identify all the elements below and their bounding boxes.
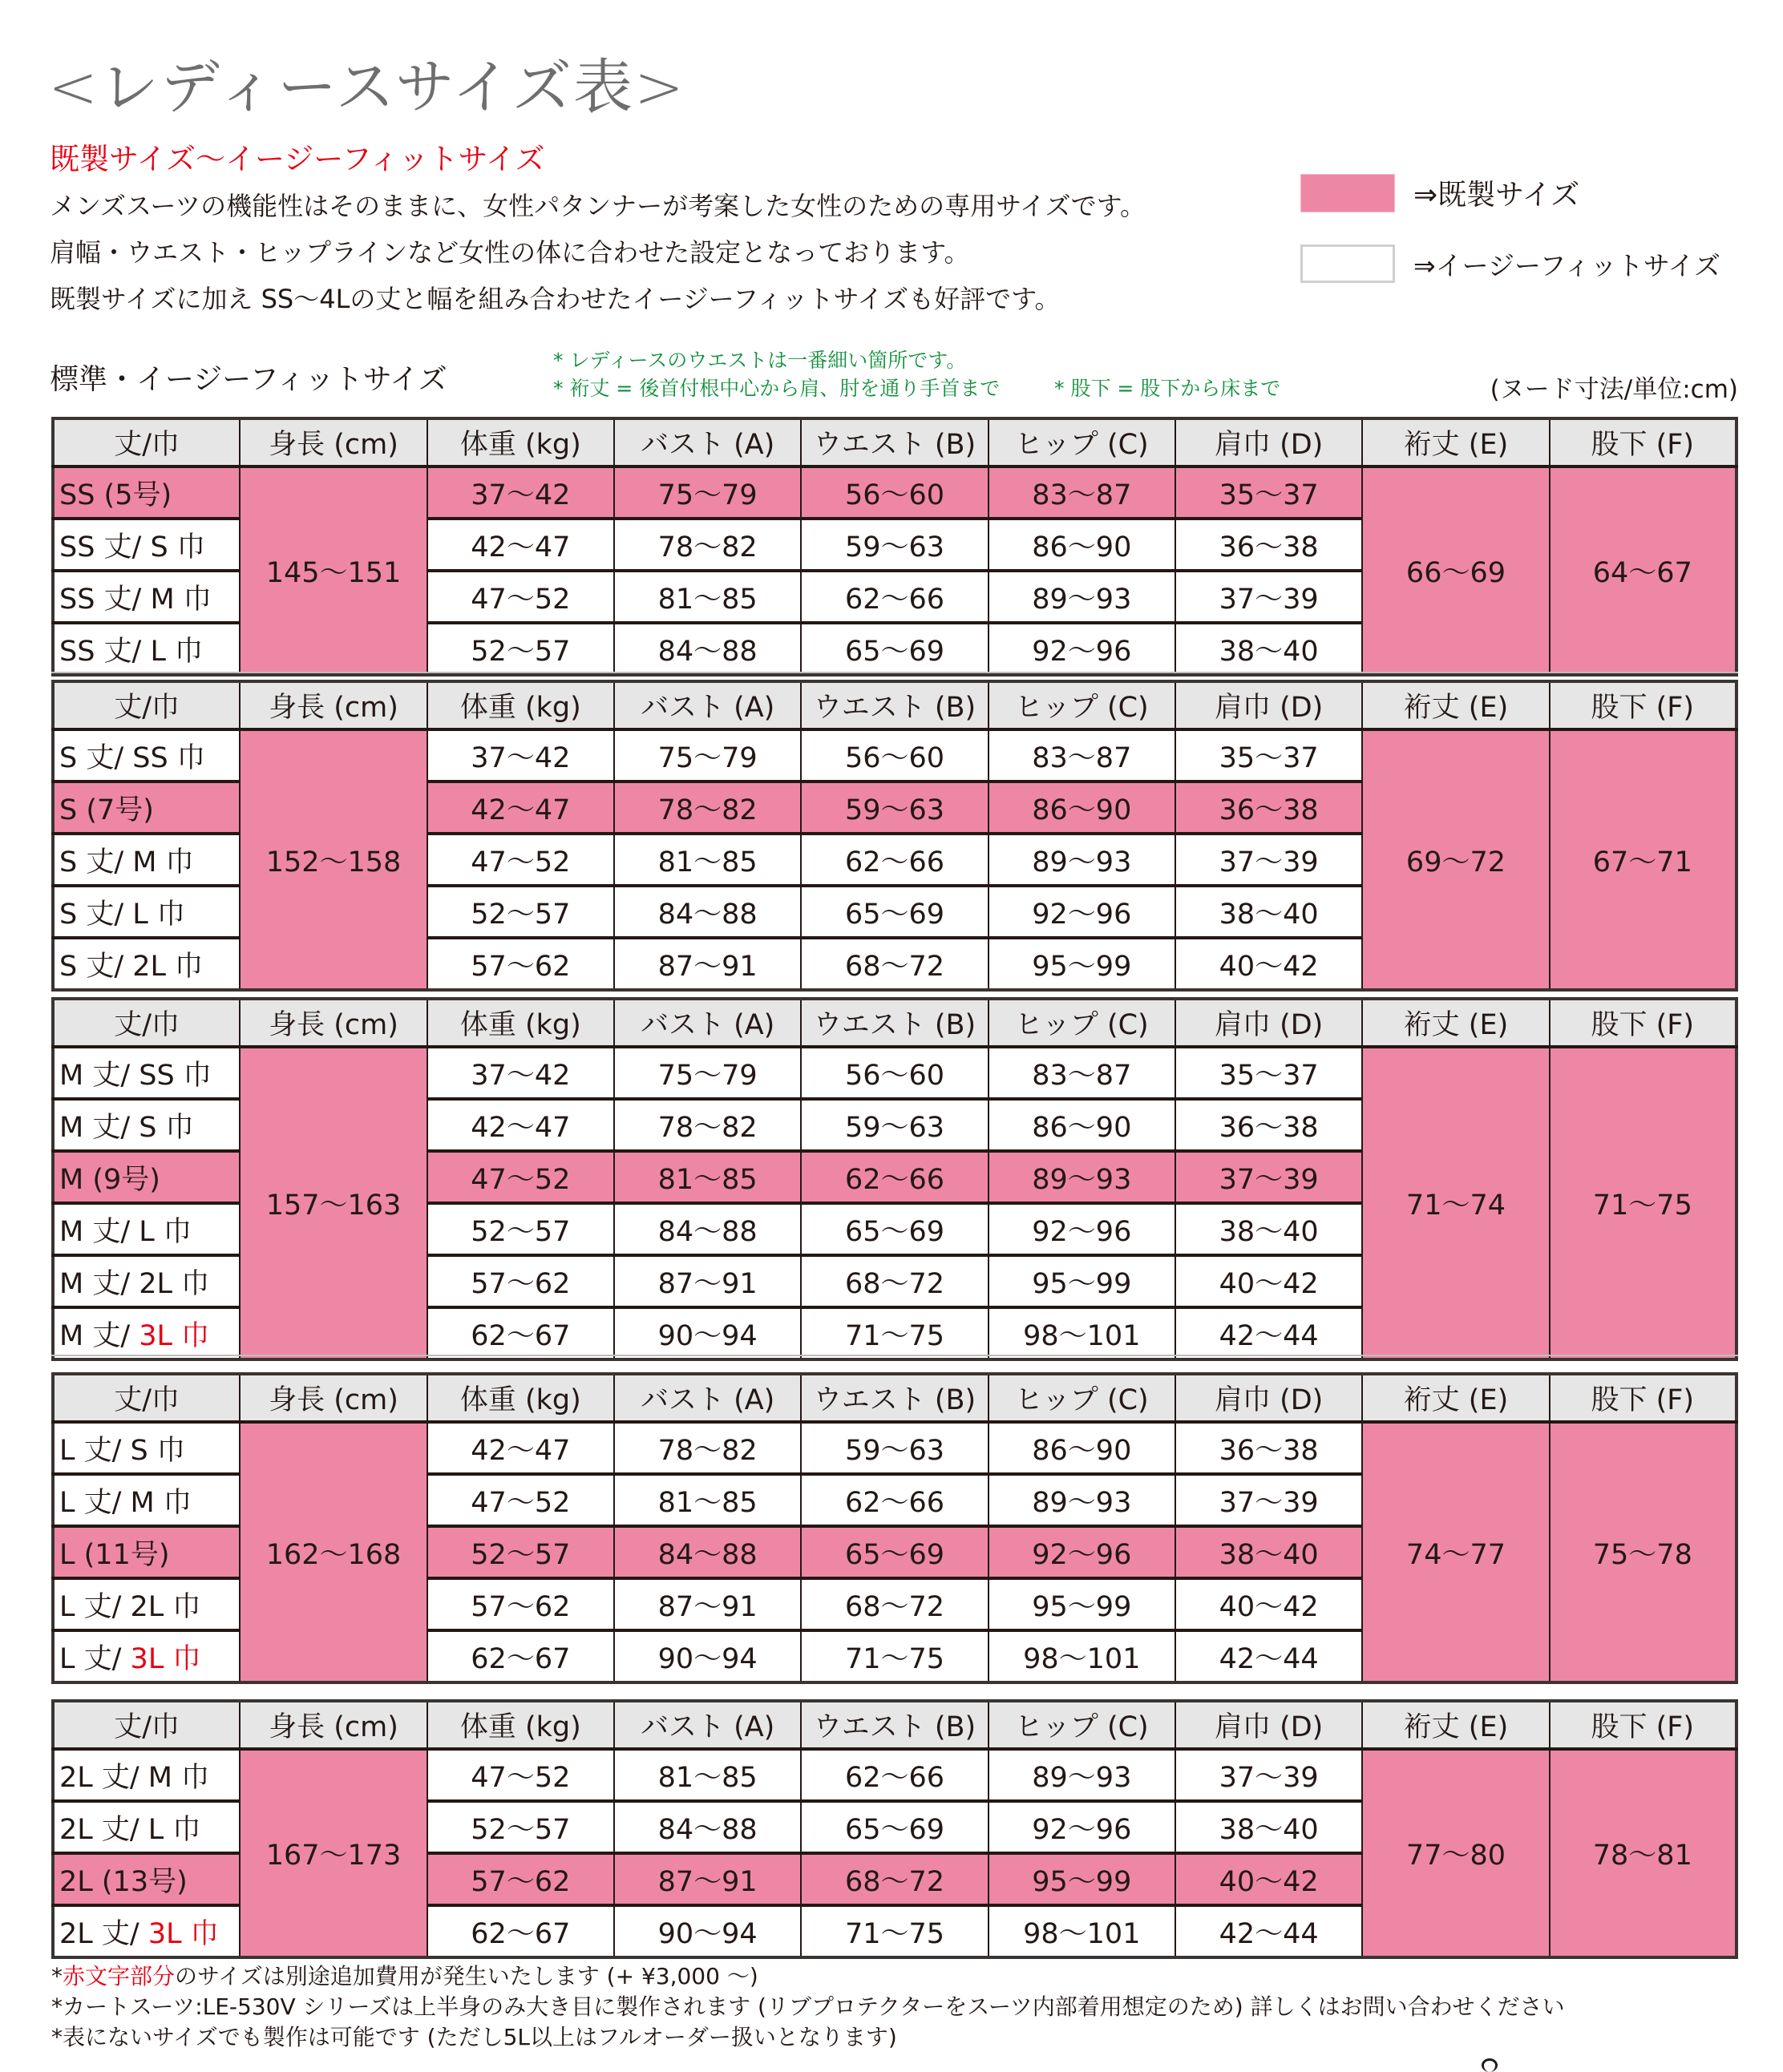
waist-cell: 68〜72 (801, 1853, 988, 1905)
shoulder-cell: 36〜38 (1175, 1422, 1362, 1474)
bust-cell: 78〜82 (614, 519, 801, 571)
shoulder-cell: 37〜39 (1175, 1151, 1362, 1203)
hip-cell: 86〜90 (989, 1422, 1175, 1474)
col-header-sleeve: 裄丈 (E) (1362, 418, 1549, 467)
unit-label: (ヌード寸法/単位:cm) (1490, 375, 1738, 404)
size-label-text: M 丈/ (59, 1319, 139, 1352)
col-header-height: 身長 (cm) (240, 999, 427, 1047)
table-row (53, 1047, 1737, 1099)
table-separator (51, 672, 1738, 673)
weight-cell: 37〜42 (427, 1047, 614, 1099)
waist-cell: 59〜63 (801, 519, 988, 571)
shoulder-cell: 40〜42 (1175, 1578, 1362, 1630)
col-header-bust: バスト (A) (614, 1701, 801, 1749)
weight-cell: 42〜47 (427, 519, 614, 571)
weight-cell: 47〜52 (427, 834, 614, 886)
size-label: S 丈/ SS 巾 (53, 729, 240, 782)
table-row (53, 729, 1737, 782)
hip-cell: 95〜99 (989, 1853, 1175, 1905)
waist-cell: 65〜69 (801, 623, 988, 675)
waist-cell: 68〜72 (801, 938, 988, 990)
col-header-bust: バスト (A) (614, 1374, 801, 1422)
bust-cell: 84〜88 (614, 886, 801, 938)
hip-cell: 83〜87 (989, 1047, 1175, 1099)
weight-cell: 42〜47 (427, 1099, 614, 1151)
col-header-hip: ヒップ (C) (989, 1701, 1175, 1749)
sleeve-length-range: 74〜77 (1362, 1422, 1549, 1682)
col-header-waist: ウエスト (B) (801, 681, 988, 729)
inseam-range: 64〜67 (1550, 467, 1737, 675)
col-header-shoulder: 肩巾 (D) (1175, 1701, 1362, 1749)
note-bullet: * (51, 1963, 63, 1989)
col-header-hip: ヒップ (C) (989, 999, 1175, 1047)
waist-cell: 65〜69 (801, 1801, 988, 1853)
legend-swatch-ready-made (1300, 174, 1395, 212)
bust-cell: 84〜88 (614, 1801, 801, 1853)
shoulder-cell: 36〜38 (1175, 782, 1362, 834)
height-range: 157〜163 (240, 1047, 427, 1359)
waist-cell: 62〜66 (801, 571, 988, 623)
size-label-text: 2L 丈/ (59, 1917, 148, 1950)
col-header-weight: 体重 (kg) (427, 1701, 614, 1749)
shoulder-cell: 37〜39 (1175, 571, 1362, 623)
col-header-height: 身長 (cm) (240, 1374, 427, 1422)
hip-cell: 86〜90 (989, 1099, 1175, 1151)
col-header-sleeve: 裄丈 (E) (1362, 999, 1549, 1047)
sleeve-length-range: 77〜80 (1362, 1749, 1549, 1957)
shoulder-cell: 38〜40 (1175, 1526, 1362, 1578)
waist-cell: 65〜69 (801, 1526, 988, 1578)
bust-cell: 90〜94 (614, 1905, 801, 1957)
bust-cell: 75〜79 (614, 467, 801, 519)
size-label: S 丈/ 2L 巾 (53, 938, 240, 990)
waist-cell: 62〜66 (801, 1749, 988, 1801)
size-table-ss (51, 417, 1738, 677)
shoulder-cell: 38〜40 (1175, 623, 1362, 675)
note-inseam: * 股下 = 股下から床まで (1054, 377, 1281, 400)
shoulder-cell: 37〜39 (1175, 1749, 1362, 1801)
bust-cell: 87〜91 (614, 1578, 801, 1630)
weight-cell: 42〜47 (427, 1422, 614, 1474)
col-header-length-width: 丈/巾 (53, 1701, 240, 1749)
col-header-weight: 体重 (kg) (427, 681, 614, 729)
legend-label-easy-fit: ⇒イージーフィットサイズ (1413, 250, 1721, 281)
weight-cell: 52〜57 (427, 1203, 614, 1255)
col-header-waist: ウエスト (B) (801, 418, 988, 467)
footer-note-cart-suit: *カートスーツ:LE-530V シリーズは上半身のみ大き目に製作されます (リブプロテクターをスーツ内部着用想定のため) 詳しくはお問い合わせください (51, 1993, 1565, 2020)
col-header-bust: バスト (A) (614, 681, 801, 729)
shoulder-cell: 37〜39 (1175, 1474, 1362, 1526)
subtitle: 既製サイズ〜イージーフィットサイズ (50, 142, 545, 176)
size-label: S 丈/ M 巾 (53, 834, 240, 886)
bust-cell: 81〜85 (614, 834, 801, 886)
size-label: 2L 丈/ L 巾 (53, 1801, 240, 1853)
hip-cell: 98〜101 (989, 1905, 1175, 1957)
size-table-l (51, 1372, 1738, 1684)
shoulder-cell: 36〜38 (1175, 1099, 1362, 1151)
shoulder-cell: 35〜37 (1175, 1047, 1362, 1099)
sleeve-length-range: 66〜69 (1362, 467, 1549, 675)
waist-cell: 59〜63 (801, 782, 988, 834)
waist-cell: 62〜66 (801, 1151, 988, 1203)
col-header-length-width: 丈/巾 (53, 1374, 240, 1422)
hip-cell: 92〜96 (989, 886, 1175, 938)
col-header-length-width: 丈/巾 (53, 999, 240, 1047)
waist-cell: 56〜60 (801, 1047, 988, 1099)
description-line-2: 肩幅・ウエスト・ヒップラインなど女性の体に合わせた設定となっております。 (50, 237, 970, 268)
inseam-range: 78〜81 (1550, 1749, 1737, 1957)
waist-cell: 71〜75 (801, 1307, 988, 1359)
weight-cell: 52〜57 (427, 886, 614, 938)
hip-cell: 89〜93 (989, 834, 1175, 886)
weight-cell: 47〜52 (427, 1474, 614, 1526)
bust-cell: 78〜82 (614, 1422, 801, 1474)
hip-cell: 92〜96 (989, 1526, 1175, 1578)
waist-cell: 68〜72 (801, 1255, 988, 1307)
bust-cell: 90〜94 (614, 1630, 801, 1682)
col-header-inseam: 股下 (F) (1550, 418, 1737, 467)
size-label-extra-cost: 3L 巾 (139, 1319, 210, 1352)
col-header-length-width: 丈/巾 (53, 418, 240, 467)
col-header-sleeve: 裄丈 (E) (1362, 681, 1549, 729)
bust-cell: 90〜94 (614, 1307, 801, 1359)
section-title: 標準・イージーフィットサイズ (50, 363, 447, 396)
shoulder-cell: 38〜40 (1175, 1801, 1362, 1853)
col-header-inseam: 股下 (F) (1550, 1701, 1737, 1749)
shoulder-cell: 42〜44 (1175, 1905, 1362, 1957)
hip-cell: 95〜99 (989, 1578, 1175, 1630)
page-mark-icon (1482, 2058, 1498, 2072)
size-label: M (9号) (53, 1151, 240, 1203)
size-label: L 丈/ S 巾 (53, 1422, 240, 1474)
shoulder-cell: 40〜42 (1175, 938, 1362, 990)
hip-cell: 89〜93 (989, 1474, 1175, 1526)
weight-cell: 37〜42 (427, 467, 614, 519)
weight-cell: 47〜52 (427, 1749, 614, 1801)
size-label-text: L 丈/ (59, 1642, 131, 1675)
hip-cell: 89〜93 (989, 1151, 1175, 1203)
legend-swatch-easy-fit (1300, 244, 1395, 283)
size-label-extra-cost: 3L 巾 (148, 1917, 219, 1950)
size-label: M 丈/ 2L 巾 (53, 1255, 240, 1307)
shoulder-cell: 37〜39 (1175, 834, 1362, 886)
hip-cell: 95〜99 (989, 1255, 1175, 1307)
hip-cell: 83〜87 (989, 729, 1175, 782)
bust-cell: 78〜82 (614, 782, 801, 834)
shoulder-cell: 40〜42 (1175, 1853, 1362, 1905)
hip-cell: 89〜93 (989, 1749, 1175, 1801)
col-header-weight: 体重 (kg) (427, 418, 614, 467)
size-table-m (51, 997, 1738, 1361)
size-label: L 丈/ M 巾 (53, 1474, 240, 1526)
size-table-2l (51, 1699, 1738, 1959)
col-header-hip: ヒップ (C) (989, 418, 1175, 467)
bust-cell: 75〜79 (614, 729, 801, 782)
waist-cell: 59〜63 (801, 1099, 988, 1151)
note-sleeve-length: * 裄丈 = 後首付根中心から肩、肘を通り手首まで (553, 377, 1001, 400)
shoulder-cell: 38〜40 (1175, 886, 1362, 938)
size-label-extra-cost: 3L 巾 (130, 1642, 201, 1675)
col-header-inseam: 股下 (F) (1550, 681, 1737, 729)
size-label: S (7号) (53, 782, 240, 834)
weight-cell: 47〜52 (427, 1151, 614, 1203)
waist-cell: 62〜66 (801, 834, 988, 886)
size-label: L 丈/ 2L 巾 (53, 1578, 240, 1630)
bust-cell: 81〜85 (614, 571, 801, 623)
size-label: L (11号) (53, 1526, 240, 1578)
waist-cell: 62〜66 (801, 1474, 988, 1526)
table-row (53, 467, 1737, 519)
weight-cell: 52〜57 (427, 1526, 614, 1578)
col-header-sleeve: 裄丈 (E) (1362, 1374, 1549, 1422)
col-header-inseam: 股下 (F) (1550, 1374, 1737, 1422)
waist-cell: 56〜60 (801, 729, 988, 782)
description-line-1: メンズスーツの機能性はそのままに、女性パタンナーが考案した女性のための専用サイズです。 (50, 191, 1146, 221)
weight-cell: 62〜67 (427, 1307, 614, 1359)
hip-cell: 86〜90 (989, 519, 1175, 571)
col-header-shoulder: 肩巾 (D) (1175, 681, 1362, 729)
weight-cell: 52〜57 (427, 623, 614, 675)
shoulder-cell: 38〜40 (1175, 1203, 1362, 1255)
size-label: M 丈/ SS 巾 (53, 1047, 240, 1099)
table-separator (51, 1355, 1738, 1356)
weight-cell: 37〜42 (427, 729, 614, 782)
col-header-height: 身長 (cm) (240, 1701, 427, 1749)
col-header-height: 身長 (cm) (240, 681, 427, 729)
note-text: のサイズは別途追加費用が発生いたします (+ ¥3,000 〜) (175, 1963, 758, 1989)
inseam-range: 67〜71 (1550, 729, 1737, 990)
hip-cell: 89〜93 (989, 571, 1175, 623)
table-row (53, 1749, 1737, 1801)
hip-cell: 92〜96 (989, 1801, 1175, 1853)
hip-cell: 98〜101 (989, 1307, 1175, 1359)
col-header-hip: ヒップ (C) (989, 1374, 1175, 1422)
col-header-waist: ウエスト (B) (801, 999, 988, 1047)
bust-cell: 75〜79 (614, 1047, 801, 1099)
size-label: SS 丈/ S 巾 (53, 519, 240, 571)
shoulder-cell: 40〜42 (1175, 1255, 1362, 1307)
shoulder-cell: 42〜44 (1175, 1307, 1362, 1359)
weight-cell: 42〜47 (427, 782, 614, 834)
weight-cell: 47〜52 (427, 571, 614, 623)
hip-cell: 86〜90 (989, 782, 1175, 834)
col-header-weight: 体重 (kg) (427, 999, 614, 1047)
hip-cell: 95〜99 (989, 938, 1175, 990)
bust-cell: 87〜91 (614, 1853, 801, 1905)
col-header-bust: バスト (A) (614, 418, 801, 467)
bust-cell: 81〜85 (614, 1749, 801, 1801)
col-header-hip: ヒップ (C) (989, 681, 1175, 729)
size-label: M 丈/ S 巾 (53, 1099, 240, 1151)
col-header-inseam: 股下 (F) (1550, 999, 1737, 1047)
hip-cell: 98〜101 (989, 1630, 1175, 1682)
shoulder-cell: 35〜37 (1175, 467, 1362, 519)
size-label (53, 1905, 240, 1957)
note-waist: * レディースのウエストは一番細い箇所です。 (553, 349, 967, 372)
waist-cell: 65〜69 (801, 886, 988, 938)
bust-cell: 84〜88 (614, 1203, 801, 1255)
weight-cell: 57〜62 (427, 1255, 614, 1307)
weight-cell: 57〜62 (427, 938, 614, 990)
footer-note-custom-sizes: *表にないサイズでも製作は可能です (ただし5L以上はフルオーダー扱いとなります) (51, 2024, 897, 2050)
bust-cell: 84〜88 (614, 623, 801, 675)
col-header-sleeve: 裄丈 (E) (1362, 1701, 1549, 1749)
size-label (53, 1307, 240, 1359)
inseam-range: 71〜75 (1550, 1047, 1737, 1359)
waist-cell: 71〜75 (801, 1905, 988, 1957)
col-header-waist: ウエスト (B) (801, 1374, 988, 1422)
waist-cell: 59〜63 (801, 1422, 988, 1474)
size-label: SS 丈/ L 巾 (53, 623, 240, 675)
page-title: <レディースサイズ表> (48, 53, 685, 122)
col-header-weight: 体重 (kg) (427, 1374, 614, 1422)
waist-cell: 65〜69 (801, 1203, 988, 1255)
hip-cell: 92〜96 (989, 623, 1175, 675)
weight-cell: 52〜57 (427, 1801, 614, 1853)
bust-cell: 81〜85 (614, 1474, 801, 1526)
height-range: 152〜158 (240, 729, 427, 990)
weight-cell: 62〜67 (427, 1905, 614, 1957)
col-header-shoulder: 肩巾 (D) (1175, 999, 1362, 1047)
footer-note-extra-cost (51, 1959, 758, 1991)
size-label: 2L (13号) (53, 1853, 240, 1905)
bust-cell: 84〜88 (614, 1526, 801, 1578)
waist-cell: 68〜72 (801, 1578, 988, 1630)
legend-label-ready-made: ⇒既製サイズ (1413, 179, 1580, 212)
shoulder-cell: 42〜44 (1175, 1630, 1362, 1682)
shoulder-cell: 35〜37 (1175, 729, 1362, 782)
size-label (53, 1630, 240, 1682)
size-label: M 丈/ L 巾 (53, 1203, 240, 1255)
inseam-range: 75〜78 (1550, 1422, 1737, 1682)
col-header-height: 身長 (cm) (240, 418, 427, 467)
description-line-3: 既製サイズに加え SS〜4Lの丈と幅を組み合わせたイージーフィットサイズも好評です。 (50, 284, 1061, 314)
height-range: 167〜173 (240, 1749, 427, 1957)
height-range: 162〜168 (240, 1422, 427, 1682)
col-header-length-width: 丈/巾 (53, 681, 240, 729)
size-label: SS 丈/ M 巾 (53, 571, 240, 623)
height-range: 145〜151 (240, 467, 427, 675)
note-red-text: 赤文字部分 (63, 1963, 176, 1989)
col-header-bust: バスト (A) (614, 999, 801, 1047)
shoulder-cell: 36〜38 (1175, 519, 1362, 571)
waist-cell: 56〜60 (801, 467, 988, 519)
bust-cell: 78〜82 (614, 1099, 801, 1151)
hip-cell: 92〜96 (989, 1203, 1175, 1255)
col-header-waist: ウエスト (B) (801, 1701, 988, 1749)
weight-cell: 62〜67 (427, 1630, 614, 1682)
weight-cell: 57〜62 (427, 1578, 614, 1630)
size-label: 2L 丈/ M 巾 (53, 1749, 240, 1801)
col-header-shoulder: 肩巾 (D) (1175, 418, 1362, 467)
waist-cell: 71〜75 (801, 1630, 988, 1682)
weight-cell: 57〜62 (427, 1853, 614, 1905)
table-row (53, 1422, 1737, 1474)
bust-cell: 87〜91 (614, 1255, 801, 1307)
sleeve-length-range: 71〜74 (1362, 1047, 1549, 1359)
sleeve-length-range: 69〜72 (1362, 729, 1549, 990)
size-table-s (51, 680, 1738, 992)
size-label: S 丈/ L 巾 (53, 886, 240, 938)
col-header-shoulder: 肩巾 (D) (1175, 1374, 1362, 1422)
bust-cell: 87〜91 (614, 938, 801, 990)
hip-cell: 83〜87 (989, 467, 1175, 519)
bust-cell: 81〜85 (614, 1151, 801, 1203)
size-label: SS (5号) (53, 467, 240, 519)
